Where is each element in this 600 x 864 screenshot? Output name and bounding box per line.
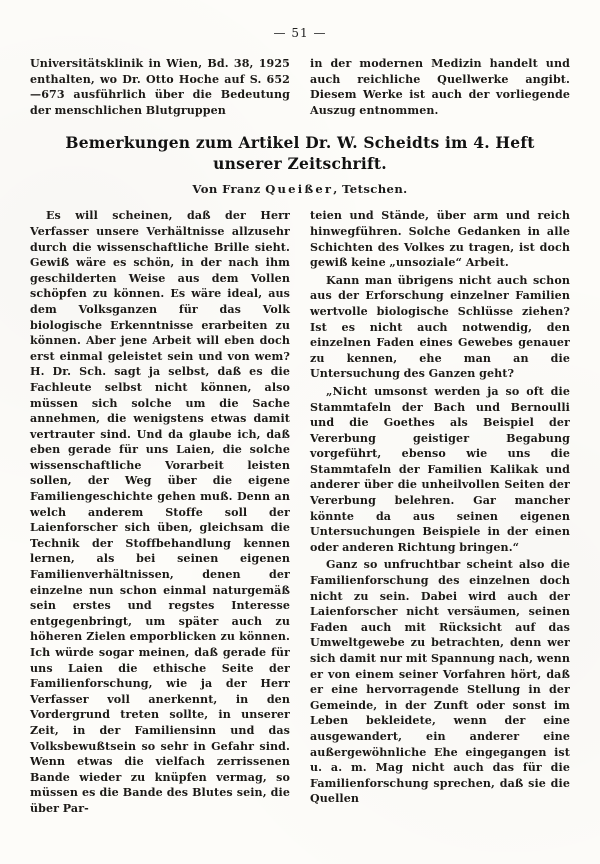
article-left-column xyxy=(30,208,290,818)
article-headline xyxy=(30,132,570,174)
headline-line-1: Bemerkungen zum Artikel Dr. W. Scheidts im 4. Heft xyxy=(65,133,535,153)
byline-author: Queißer xyxy=(265,182,334,197)
page-number: — 51 — xyxy=(273,26,327,40)
top-left-column xyxy=(30,56,290,120)
headline-line-2: unserer Zeitschrift. xyxy=(213,154,387,174)
top-right-column xyxy=(310,56,570,120)
paragraph: Es will scheinen, daß der Herr Verfasser unsere Verhältnisse allzusehr durch die wissenschaftliche Brille sieht. Gewiß wäre es schön, in der nach ihm geschilderten Weise aus dem Vollen schöpfen zu können. Es wäre ideal, aus dem Volksganzen für das Volk biologische Erkenntnisse erarbeiten zu können. Aber jene Arbeit will eben doch erst einmal geleistet sein und von wem? H. Dr. Sch. sagt ja selbst, daß es die Fachleute selbst nicht können, also müssen sich solche um die Sache annehmen, die wenigstens etwas damit vertrauter sind. Und da glaube ich, daß eben gerade für uns Laien, die solche wissenschaftliche Vorarbeit leisten sollen, der Weg über die eigene Familiengeschichte gehen muß. Denn an welch anderem Stoffe soll der Laienforscher sich üben, gleichsam die Technik der Stoffbehandlung kennen lernen, als bei seinen eigenen Familienverhältnissen, denen der einzelne nun schon einmal naturgemäß sein erstes und regstes Interesse entgegenbringt, um später auch zu höheren Zielen emporblicken zu können. Ich würde sogar meinen, daß gerade für uns Laien die ethische Seite der Familienforschung, wie ja der Herr Verfasser voll anerkennt, in den Vordergrund treten sollte, in unserer Zeit, in der Familiensinn und das Volksbewußtsein so sehr in Gefahr sind. Wenn etwas die vielfach zerrissenen Bande wieder zu knüpfen vermag, so müssen es die Bande des Blutes sein, die über Par- xyxy=(30,209,290,815)
paragraph: teien und Stände, über arm und reich hinwegführen. Solche Gedanken in alle Schichten des Volkes zu tragen, ist doch gewiß keine „unsoziale“ Arbeit. xyxy=(310,209,570,270)
top-continuation-section xyxy=(30,56,570,120)
article-byline xyxy=(30,181,570,198)
paragraph: in der modernen Medizin handelt und auch reichliche Quellwerke angibt. Diesem Werke ist auch der vorliegende Auszug entnommen. xyxy=(310,57,570,117)
byline-prefix: Von Franz xyxy=(192,182,261,197)
paragraph: „Nicht umsonst werden ja so oft die Stammtafeln der Bach und Bernoulli und die Goethes als Beispiel der Vererbung geistiger Begabung vorgeführt, ebenso wie uns die Stammtafeln der Familien Kalikak und anderer über die unheilvollen Seiten der Vererbung belehren. Gar mancher könnte da aus seinen eigenen Untersuchungen Beispiele in der einen oder anderen Richtung bringen.“ xyxy=(310,384,570,554)
paragraph: Ganz so unfruchtbar scheint also die Familienforschung des einzelnen doch nicht zu sein. Dabei wird auch der Laienforscher nicht versäumen, seinen Faden auch mit Rücksicht auf das Umweltgewebe zu betrachten, denn wer sich damit nur mit Spannung nach, wenn er von einem seiner Vorfahren hört, daß er eine hervorragende Stellung in der Gemeinde, in der Zunft oder sonst im Leben bekleidete, wenn der eine ausgewandert, ein anderer eine außergewöhnliche Ehe eingegangen ist u. a. m. Mag nicht auch das für die Familienforschung sprechen, daß sie die Quellen xyxy=(310,558,570,806)
article-body xyxy=(30,208,570,818)
paragraph: Kann man übrigens nicht auch schon aus der Erforschung einzelner Familien wertvolle biologische Schlüsse ziehen? Ist es nicht auch notwendig, den einzelnen Faden eines Gewebes genauer zu kennen, ehe man an die Untersuchung des Ganzen geht? xyxy=(310,273,570,381)
article-right-column xyxy=(310,208,570,818)
byline-place: , Tetschen. xyxy=(333,182,408,197)
paragraph: Universitätsklinik in Wien, Bd. 38, 1925 enthalten, wo Dr. Otto Hoche auf S. 652—673 ausführlich über die Bedeutung der menschlichen Blutgruppen xyxy=(30,57,290,117)
